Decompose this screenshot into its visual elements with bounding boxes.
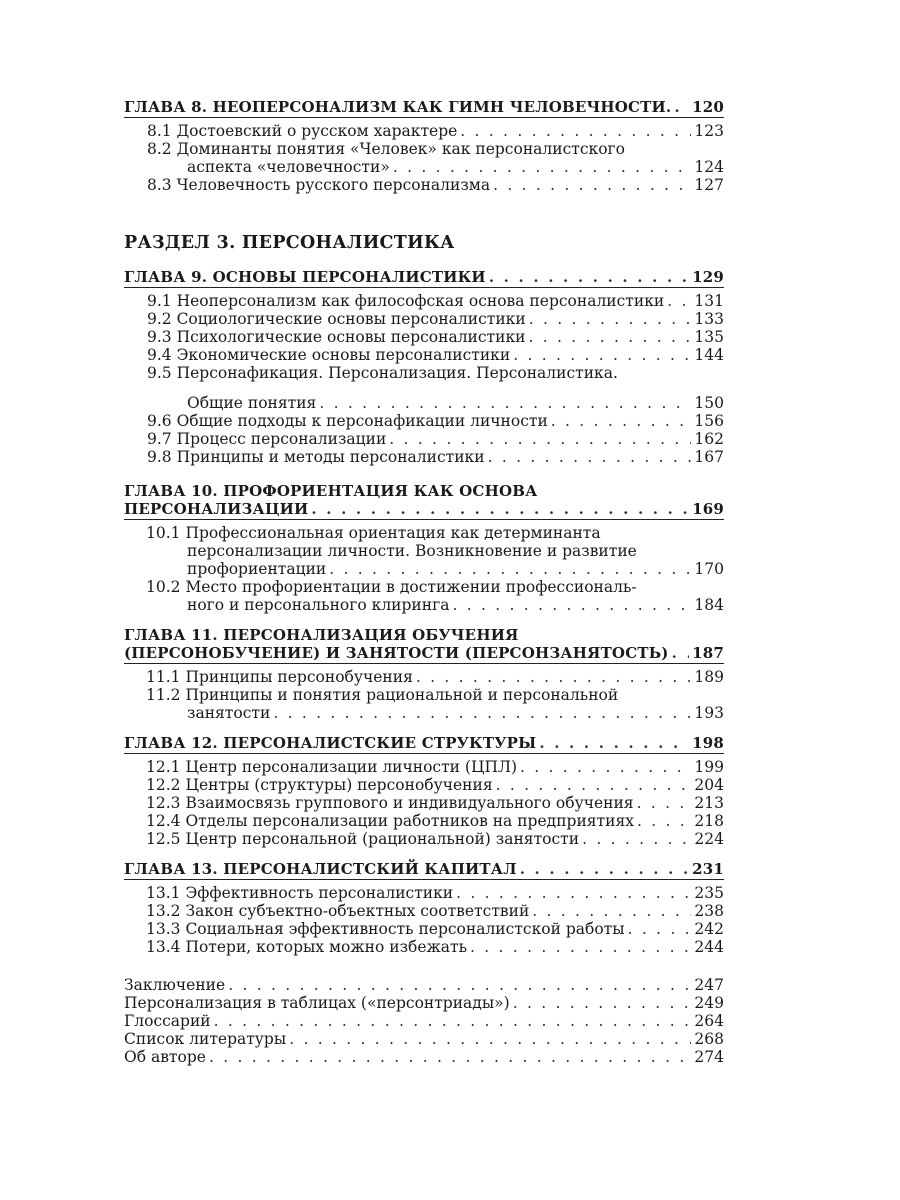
- chapter-10-heading: [124, 482, 724, 518]
- page-number: 218: [694, 812, 724, 830]
- page-number: 184: [694, 596, 724, 614]
- page-number: 120: [692, 98, 724, 116]
- page-number: 189: [694, 668, 724, 686]
- toc-entry: [124, 830, 724, 848]
- dot-leader: [489, 268, 689, 286]
- chapter-8-heading: [124, 98, 724, 116]
- dot-leader: [452, 596, 691, 614]
- entry-title: 9.6 Общие подходы к персонафикации личности: [147, 412, 548, 430]
- dot-leader: [520, 758, 691, 776]
- dot-leader: [289, 1030, 691, 1048]
- dot-leader: [628, 920, 692, 938]
- entry-title: 9.2 Социологические основы персоналистики: [147, 310, 526, 328]
- dot-leader: [520, 860, 689, 878]
- page-number: 199: [694, 758, 724, 776]
- dot-leader: [228, 976, 691, 994]
- chapter-title: ГЛАВА 8. НЕОПЕРСОНАЛИЗМ КАК ГИМН ЧЕЛОВЕЧНОСТИ.: [124, 98, 672, 116]
- toc-line: [124, 268, 724, 286]
- page-number: 129: [692, 268, 724, 286]
- entry-title: 13.2 Закон субъектно-объектных соответствий: [146, 902, 530, 920]
- toc-entry-continuation: [124, 596, 724, 614]
- dot-leader: [667, 292, 691, 310]
- toc-entry: [124, 1012, 724, 1030]
- dot-leader: [460, 122, 691, 140]
- back-matter: [124, 976, 724, 1066]
- entry-title: 8.3 Человечность русского персонализма: [147, 176, 491, 194]
- entry-title: 11.1 Принципы персонобучения: [146, 668, 413, 686]
- entry-title: 12.4 Отделы персонализации работников на предприятиях: [146, 812, 634, 830]
- dot-leader: [539, 734, 689, 752]
- entry-title: Список литературы: [124, 1030, 287, 1048]
- entry-title: 12.3 Взаимосвязь группового и индивидуального обучения: [146, 794, 634, 812]
- page-number: 144: [694, 346, 724, 364]
- page-number: 167: [694, 448, 724, 466]
- entry-title: 8.1 Достоевский о русском характере: [147, 122, 458, 140]
- page-number: 162: [694, 430, 724, 448]
- page-number: 198: [692, 734, 724, 752]
- page-number: 124: [694, 158, 724, 176]
- toc-entry: 8.2 Доминанты понятия «Человек» как персоналистского: [147, 140, 625, 158]
- page-number: 274: [694, 1048, 724, 1066]
- toc-entry-continuation: [124, 704, 724, 722]
- toc-entry-continuation: [124, 560, 724, 578]
- dot-leader: [319, 394, 691, 412]
- page-number: 249: [694, 994, 724, 1012]
- page-number: 264: [694, 1012, 724, 1030]
- chapter-9-heading: [124, 268, 724, 286]
- page-number: 123: [694, 122, 724, 140]
- dot-leader: [582, 830, 691, 848]
- chapter-12-heading: [124, 734, 724, 752]
- chapter-title: ГЛАВА 13. ПЕРСОНАЛИСТСКИЙ КАПИТАЛ: [124, 860, 517, 878]
- entry-title: 9.1 Неоперсонализм как философская основа персоналистики: [147, 292, 665, 310]
- toc-entry: [124, 310, 724, 328]
- toc-entry: [124, 122, 724, 140]
- toc-entry: [124, 812, 724, 830]
- toc-entry: [124, 328, 724, 346]
- dot-leader: [456, 884, 691, 902]
- page-number: 193: [694, 704, 724, 722]
- toc-line: [124, 98, 724, 116]
- dot-leader: [532, 902, 691, 920]
- toc-line: [124, 644, 724, 662]
- page-number: 170: [694, 560, 724, 578]
- chapter-12-entries: [124, 758, 724, 848]
- chapter-8-entries: [124, 122, 724, 194]
- page-number: 224: [694, 830, 724, 848]
- page-number: 131: [694, 292, 724, 310]
- toc-entry: 10.2 Место профориентации в достижении профессиональ-: [146, 578, 637, 596]
- chapter-title: ГЛАВА 9. ОСНОВЫ ПЕРСОНАЛИСТИКИ: [124, 268, 486, 286]
- page-number: 169: [692, 500, 724, 518]
- entry-title: Общие понятия: [187, 394, 317, 412]
- chapter-title: ГЛАВА 12. ПЕРСОНАЛИСТСКИЕ СТРУКТУРЫ: [124, 734, 537, 752]
- entry-title: 13.1 Эффективность персоналистики: [146, 884, 454, 902]
- chapter-title: (ПЕРСОНОБУЧЕНИЕ) И ЗАНЯТОСТИ (ПЕРСОНЗАНЯТОСТЬ): [124, 644, 669, 662]
- page-number: 213: [694, 794, 724, 812]
- toc-line: [124, 860, 724, 878]
- entry-title: занятости: [187, 704, 271, 722]
- chapter-11-heading: [124, 626, 724, 662]
- dot-leader: [529, 310, 692, 328]
- toc-entry: [124, 1048, 724, 1066]
- toc-entry: [124, 902, 724, 920]
- page-number: 235: [694, 884, 724, 902]
- page-number: 150: [694, 394, 724, 412]
- page-number: 247: [694, 976, 724, 994]
- toc-entry: [124, 1030, 724, 1048]
- dot-leader: [416, 668, 692, 686]
- toc-entry: [124, 938, 724, 956]
- entry-title: ного и персонального клиринга: [187, 596, 450, 614]
- dot-leader: [496, 776, 692, 794]
- chapter-13-heading: [124, 860, 724, 878]
- toc-entry: [124, 920, 724, 938]
- toc-entry: [124, 994, 724, 1012]
- toc-entry: [124, 776, 724, 794]
- dot-leader: [672, 644, 689, 662]
- dot-leader: [470, 938, 691, 956]
- toc-entry-continuation: [124, 394, 724, 412]
- entry-title: Персонализация в таблицах («персонтриады»): [124, 994, 510, 1012]
- entry-title: 12.1 Центр персонализации личности (ЦПЛ): [146, 758, 517, 776]
- toc-entry: [124, 884, 724, 902]
- toc-entry: [124, 176, 724, 194]
- dot-leader: [488, 448, 692, 466]
- entry-title: Глоссарий: [124, 1012, 211, 1030]
- dot-leader: [214, 1012, 692, 1030]
- dot-leader: [551, 412, 692, 430]
- dot-leader: [513, 994, 692, 1012]
- toc-entry: [124, 430, 724, 448]
- dot-leader: [389, 430, 691, 448]
- chapter-10-entries: [124, 524, 724, 614]
- chapter-9-entries: [124, 292, 724, 466]
- toc-entry: [124, 448, 724, 466]
- entry-title: 9.3 Психологические основы персоналистики: [147, 328, 526, 346]
- toc-entry: [124, 668, 724, 686]
- chapter-title: ГЛАВА 10. ПРОФОРИЕНТАЦИЯ КАК ОСНОВА: [124, 482, 538, 500]
- toc-entry: [124, 976, 724, 994]
- dot-leader: [513, 346, 691, 364]
- page-number: 244: [694, 938, 724, 956]
- toc-entry: 11.2 Принципы и понятия рациональной и персональной: [146, 686, 619, 704]
- page-number: 238: [694, 902, 724, 920]
- entry-title: Заключение: [124, 976, 226, 994]
- page-number: 231: [692, 860, 724, 878]
- page-number: 133: [694, 310, 724, 328]
- dot-leader: [209, 1048, 691, 1066]
- dot-leader: [493, 176, 691, 194]
- entry-title: 12.2 Центры (структуры) персонобучения: [146, 776, 493, 794]
- entry-title: 13.4 Потери, которых можно избежать: [146, 938, 468, 956]
- dot-leader: [637, 812, 691, 830]
- entry-title: аспекта «человечности»: [187, 158, 390, 176]
- page-number: 242: [694, 920, 724, 938]
- table-of-contents: [124, 98, 724, 1066]
- dot-leader: [637, 794, 692, 812]
- entry-title: 13.3 Социальная эффективность персоналистской работы: [146, 920, 625, 938]
- page-number: 187: [692, 644, 724, 662]
- dot-leader: [329, 560, 691, 578]
- toc-entry: [124, 346, 724, 364]
- dot-leader: [674, 98, 689, 116]
- toc-entry-continuation: персонализации личности. Возникновение и развитие: [187, 542, 637, 560]
- dot-leader: [311, 500, 689, 518]
- chapter-11-entries: [124, 668, 724, 722]
- entry-title: 9.7 Процесс персонализации: [147, 430, 387, 448]
- entry-title: Об авторе: [124, 1048, 206, 1066]
- toc-entry: 9.5 Персонафикация. Персонализация. Персоналистика.: [147, 364, 618, 382]
- entry-title: 9.4 Экономические основы персоналистики: [147, 346, 511, 364]
- toc-entry: [124, 412, 724, 430]
- chapter-title: ПЕРСОНАЛИЗАЦИИ: [124, 500, 309, 518]
- toc-entry: [124, 794, 724, 812]
- toc-entry: 10.1 Профессиональная ориентация как детерминанта: [146, 524, 601, 542]
- page-number: 268: [694, 1030, 724, 1048]
- chapter-title: ГЛАВА 11. ПЕРСОНАЛИЗАЦИЯ ОБУЧЕНИЯ: [124, 626, 519, 644]
- entry-title: профориентации: [187, 560, 327, 578]
- toc-line: [124, 734, 724, 752]
- toc-entry: [124, 758, 724, 776]
- page-number: 127: [694, 176, 724, 194]
- page-number: 135: [694, 328, 724, 346]
- entry-title: 12.5 Центр персональной (рациональной) занятости: [146, 830, 580, 848]
- page-number: 204: [694, 776, 724, 794]
- section-title: РАЗДЕЛ 3. ПЕРСОНАЛИСТИКА: [124, 233, 455, 253]
- dot-leader: [273, 704, 691, 722]
- entry-title: 9.8 Принципы и методы персоналистики: [147, 448, 485, 466]
- toc-entry: [124, 292, 724, 310]
- toc-line: [124, 500, 724, 518]
- toc-entry-continuation: [124, 158, 724, 176]
- dot-leader: [393, 158, 692, 176]
- dot-leader: [529, 328, 692, 346]
- chapter-13-entries: [124, 884, 724, 956]
- page-number: 156: [694, 412, 724, 430]
